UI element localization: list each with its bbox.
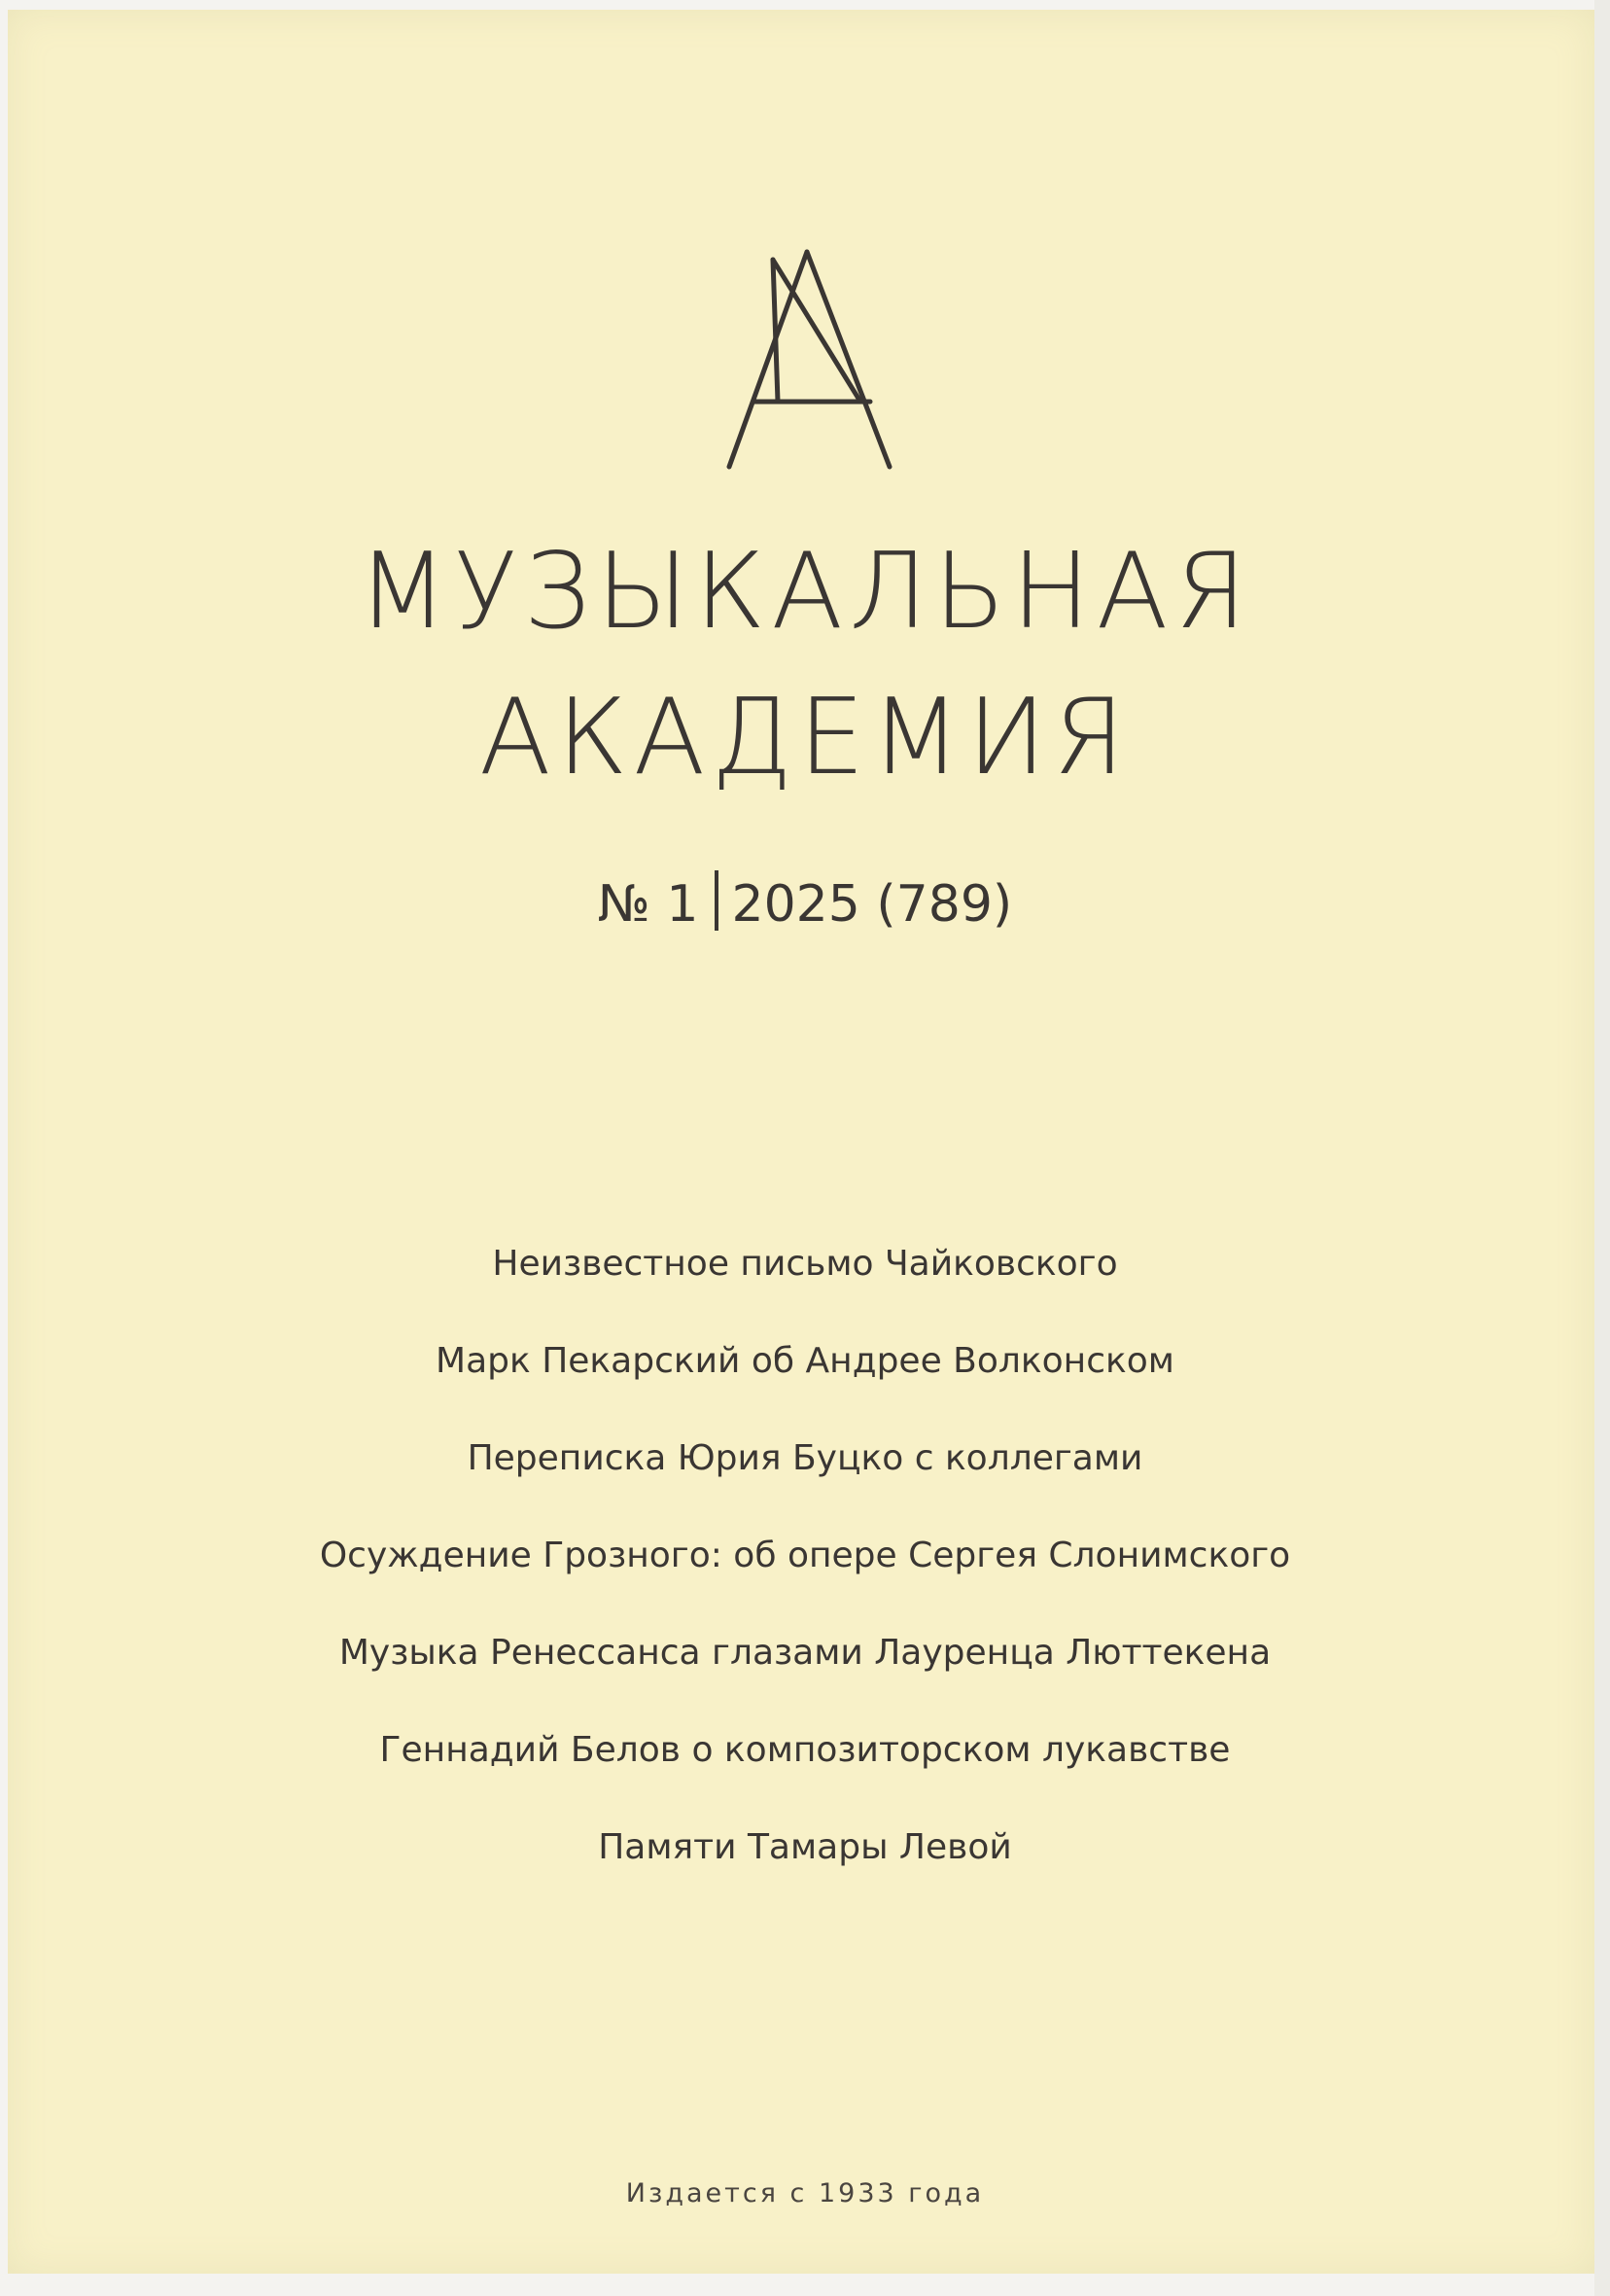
contents-item: Геннадий Белов о композиторском лукавстве <box>379 1730 1231 1770</box>
issue-year: 2025 <box>731 875 860 934</box>
cover-contents-list <box>0 1243 1610 1924</box>
issue-number: № 1 <box>597 875 699 934</box>
scan-edge <box>1594 0 1610 2296</box>
published-since: Издается с 1933 года <box>625 2178 985 2208</box>
contents-item: Переписка Юрия Буцко с коллегами <box>467 1438 1143 1478</box>
journal-title-line-1: МУЗЫКАЛЬНАЯ <box>357 531 1253 653</box>
contents-item: Музыка Ренессанса глазами Лауренца Люттекена <box>338 1633 1272 1673</box>
contents-item: Неизвестное письмо Чайковского <box>492 1244 1118 1284</box>
journal-logo-icon <box>724 248 899 472</box>
contents-item: Памяти Тамары Левой <box>598 1827 1012 1867</box>
issue-total-number: (789) <box>876 875 1013 934</box>
journal-title-line-2: АКАДЕМИЯ <box>478 677 1132 798</box>
issue-info <box>0 870 1610 934</box>
contents-item: Марк Пекарский об Андрее Волконском <box>436 1341 1174 1381</box>
contents-item: Осуждение Грозного: об опере Сергея Слонимского <box>319 1536 1291 1575</box>
issue-separator <box>715 870 718 931</box>
